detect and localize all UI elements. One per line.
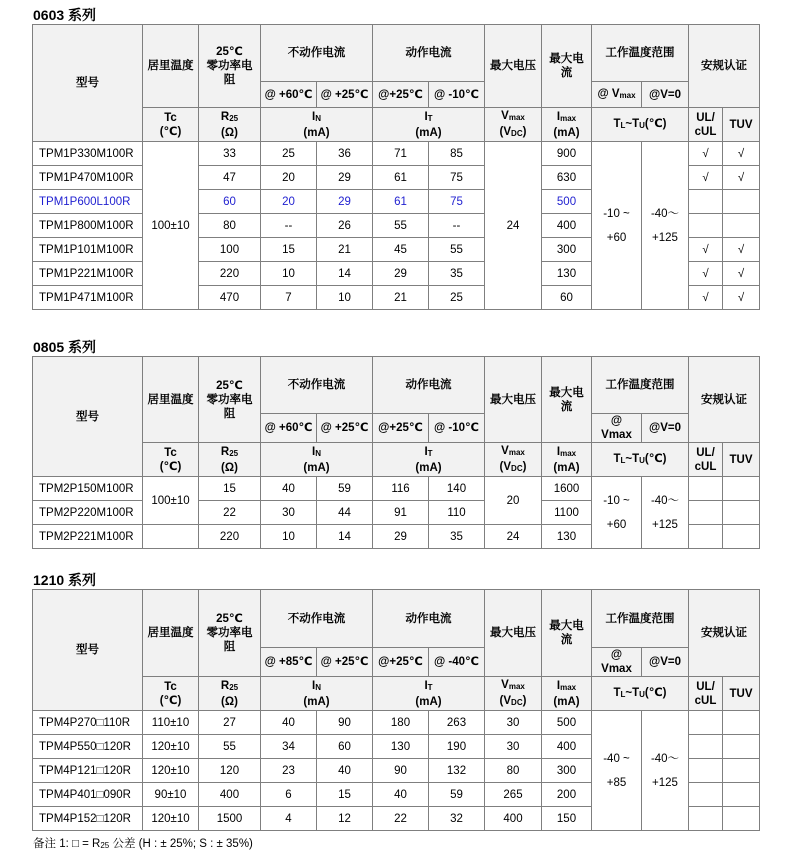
cell-model: TPM4P121□120R: [33, 759, 143, 783]
cell-it-25: 116: [373, 477, 429, 501]
cell-in-25: 36: [317, 142, 373, 166]
cell-tu-merged: -40～ +125: [642, 477, 689, 549]
cell-in-hot: 25: [261, 142, 317, 166]
sym-tl-tu: TL~TU(℃): [592, 443, 689, 477]
cell-it-25: 45: [373, 238, 429, 262]
cell-tuv: [723, 525, 760, 549]
cell-in-hot: --: [261, 214, 317, 238]
sym-tc: Tc (℃): [143, 677, 199, 711]
cond-non-trip-2: @ +25℃: [317, 82, 373, 108]
cell-in-25: 29: [317, 166, 373, 190]
header-r25: 25℃ 零功率电阻: [199, 590, 261, 677]
spec-table-1210: [32, 589, 760, 831]
cell-model: TPM1P470M100R: [33, 166, 143, 190]
cell-ul: [689, 525, 723, 549]
cell-it-25: 40: [373, 783, 429, 807]
cell-in-25: 15: [317, 783, 373, 807]
cell-in-hot: 20: [261, 190, 317, 214]
sym-tc: Tc (℃): [143, 108, 199, 142]
cell-ul: √: [689, 238, 723, 262]
cell-it-25: 29: [373, 525, 429, 549]
header-curie-temp: 居里温度: [143, 590, 199, 677]
cell-model: TPM1P330M100R: [33, 142, 143, 166]
cell-it-cold: 35: [429, 262, 485, 286]
header-model: 型号: [33, 25, 143, 142]
cell-tl-merged: -10 ~ +60: [592, 477, 642, 549]
cell-tuv: [723, 759, 760, 783]
cell-imax: 150: [542, 807, 592, 831]
header-model: 型号: [33, 590, 143, 711]
cell-tuv: [723, 807, 760, 831]
cell-it-25: 90: [373, 759, 429, 783]
cell-tuv: [723, 190, 760, 214]
cell-in-hot: 40: [261, 711, 317, 735]
cell-tuv: [723, 711, 760, 735]
cell-imax: 400: [542, 214, 592, 238]
cell-vmax: 80: [485, 759, 542, 783]
spec-table-0805: [32, 356, 760, 549]
cell-imax: 300: [542, 238, 592, 262]
cell-tc: 120±10: [143, 735, 199, 759]
cell-r25: 60: [199, 190, 261, 214]
cell-r25: 22: [199, 501, 261, 525]
cell-tu-merged: -40～ +125: [642, 711, 689, 831]
cell-in-hot: 6: [261, 783, 317, 807]
cell-in-hot: 34: [261, 735, 317, 759]
cell-ul: [689, 477, 723, 501]
cond-trip-1: @+25℃: [373, 82, 429, 108]
cell-r25: 220: [199, 525, 261, 549]
sym-ul: UL/ cUL: [689, 108, 723, 142]
cell-r25: 220: [199, 262, 261, 286]
sym-in: IN (mA): [261, 677, 373, 711]
header-certification: 安规认证: [689, 590, 760, 677]
sym-vmax: Vmax (VDC): [485, 443, 542, 477]
header-certification: 安规认证: [689, 357, 760, 443]
cell-r25: 47: [199, 166, 261, 190]
cell-in-25: 14: [317, 525, 373, 549]
cell-r25: 100: [199, 238, 261, 262]
sym-vmax: Vmax (VDC): [485, 108, 542, 142]
cell-it-cold: 132: [429, 759, 485, 783]
cell-r25: 27: [199, 711, 261, 735]
header-max-voltage: 最大电压: [485, 357, 542, 443]
cell-ul: [689, 783, 723, 807]
cell-tl-merged: -10 ~ +60: [592, 142, 642, 310]
cell-model: TPM1P800M100R: [33, 214, 143, 238]
cell-tuv: √: [723, 238, 760, 262]
cond-trip-1: @+25℃: [373, 648, 429, 677]
cell-ul: [689, 759, 723, 783]
cell-tuv: √: [723, 166, 760, 190]
header-certification: 安规认证: [689, 25, 760, 108]
cell-it-25: 130: [373, 735, 429, 759]
cell-in-25: 60: [317, 735, 373, 759]
cell-tuv: [723, 783, 760, 807]
cell-model: TPM4P152□120R: [33, 807, 143, 831]
cell-in-25: 14: [317, 262, 373, 286]
cell-it-cold: 35: [429, 525, 485, 549]
cell-ul: [689, 807, 723, 831]
table-row: [33, 711, 760, 735]
cell-r25: 55: [199, 735, 261, 759]
cell-imax: 130: [542, 525, 592, 549]
header-r25: 25℃ 零功率电阻: [199, 357, 261, 443]
sym-imax: Imax (mA): [542, 443, 592, 477]
cell-it-25: 180: [373, 711, 429, 735]
cell-imax: 1600: [542, 477, 592, 501]
cond-trip-2: @ -40℃: [429, 648, 485, 677]
cell-imax: 200: [542, 783, 592, 807]
table-row: [33, 142, 760, 166]
header-non-trip-current: 不动作电流: [261, 25, 373, 82]
header-max-current: 最大电流: [542, 25, 592, 108]
cond-non-trip-2: @ +25℃: [317, 414, 373, 443]
cell-imax: 500: [542, 711, 592, 735]
header-r25: 25℃ 零功率电阻: [199, 25, 261, 108]
cell-in-hot: 30: [261, 501, 317, 525]
cell-it-25: 91: [373, 501, 429, 525]
cell-tuv: √: [723, 142, 760, 166]
cell-imax: 130: [542, 262, 592, 286]
header-op-temp: 工作温度范围: [592, 25, 689, 82]
cell-ul: [689, 501, 723, 525]
cell-in-hot: 15: [261, 238, 317, 262]
cond-at-vmax: @ Vmax: [592, 82, 642, 108]
cond-at-v0: @V=0: [642, 414, 689, 443]
cell-r25: 120: [199, 759, 261, 783]
cell-it-cold: 263: [429, 711, 485, 735]
cell-imax: 300: [542, 759, 592, 783]
cell-it-cold: 75: [429, 166, 485, 190]
sym-it: IT (mA): [373, 108, 485, 142]
cell-it-cold: 32: [429, 807, 485, 831]
cell-r25: 1500: [199, 807, 261, 831]
header-trip-current: 动作电流: [373, 590, 485, 648]
cell-tc-merged: 100±10: [143, 477, 199, 525]
cond-at-vmax: @ Vmax: [592, 648, 642, 677]
cell-it-25: 55: [373, 214, 429, 238]
cell-imax: 630: [542, 166, 592, 190]
cell-r25: 470: [199, 286, 261, 310]
cell-r25: 15: [199, 477, 261, 501]
header-non-trip-current: 不动作电流: [261, 357, 373, 414]
cell-model: TPM2P220M100R: [33, 501, 143, 525]
cell-ul: √: [689, 166, 723, 190]
cell-in-hot: 40: [261, 477, 317, 501]
cell-model: TPM1P471M100R: [33, 286, 143, 310]
cell-it-cold: 85: [429, 142, 485, 166]
header-non-trip-current: 不动作电流: [261, 590, 373, 648]
cell-tc: [143, 525, 199, 549]
cell-ul: √: [689, 286, 723, 310]
cell-in-25: 90: [317, 711, 373, 735]
section-title-1210: 1210 系列: [33, 572, 97, 588]
cell-in-hot: 7: [261, 286, 317, 310]
sym-ul: UL/ cUL: [689, 443, 723, 477]
cell-model: TPM1P101M100R: [33, 238, 143, 262]
cell-tc: 90±10: [143, 783, 199, 807]
cell-vmax: 265: [485, 783, 542, 807]
cell-vmax: 30: [485, 711, 542, 735]
cell-in-25: 59: [317, 477, 373, 501]
cond-non-trip-1: @ +60℃: [261, 82, 317, 108]
cell-tuv: √: [723, 286, 760, 310]
cell-tc: 110±10: [143, 711, 199, 735]
sym-tl-tu: TL~TU(℃): [592, 677, 689, 711]
cell-vmax: 30: [485, 735, 542, 759]
cell-vmax-merged: 24: [485, 142, 542, 310]
cell-model: TPM2P221M100R: [33, 525, 143, 549]
cell-it-cold: 190: [429, 735, 485, 759]
cell-tc: 120±10: [143, 759, 199, 783]
cell-in-hot: 23: [261, 759, 317, 783]
cell-in-25: 26: [317, 214, 373, 238]
cell-vmax-merged: 20: [485, 477, 542, 525]
cell-it-cold: 25: [429, 286, 485, 310]
spec-table-0603: [32, 24, 760, 310]
cell-tuv: √: [723, 262, 760, 286]
cell-in-hot: 10: [261, 525, 317, 549]
header-max-voltage: 最大电压: [485, 590, 542, 677]
cell-ul: [689, 711, 723, 735]
cell-in-hot: 20: [261, 166, 317, 190]
cond-at-v0: @V=0: [642, 648, 689, 677]
cell-in-25: 21: [317, 238, 373, 262]
header-trip-current: 动作电流: [373, 357, 485, 414]
cell-ul: √: [689, 262, 723, 286]
sym-imax: Imax (mA): [542, 677, 592, 711]
cond-non-trip-2: @ +25℃: [317, 648, 373, 677]
cell-tc: 120±10: [143, 807, 199, 831]
sym-tuv: TUV: [723, 677, 760, 711]
cell-in-hot: 4: [261, 807, 317, 831]
sym-it: IT (mA): [373, 443, 485, 477]
cell-r25: 80: [199, 214, 261, 238]
cell-model: TPM1P221M100R: [33, 262, 143, 286]
cell-r25: 33: [199, 142, 261, 166]
cell-it-25: 61: [373, 190, 429, 214]
cond-at-v0: @V=0: [642, 82, 689, 108]
sym-in: IN (mA): [261, 108, 373, 142]
table-row: [33, 477, 760, 501]
cell-it-cold: 55: [429, 238, 485, 262]
cell-it-cold: --: [429, 214, 485, 238]
cell-imax: 400: [542, 735, 592, 759]
cell-imax: 1100: [542, 501, 592, 525]
cell-ul: √: [689, 142, 723, 166]
cell-tuv: [723, 501, 760, 525]
cell-it-25: 29: [373, 262, 429, 286]
cell-it-cold: 75: [429, 190, 485, 214]
header-max-current: 最大电流: [542, 590, 592, 677]
cond-non-trip-1: @ +60℃: [261, 414, 317, 443]
cell-it-cold: 140: [429, 477, 485, 501]
cell-in-25: 12: [317, 807, 373, 831]
cell-tu-merged: -40～ +125: [642, 142, 689, 310]
cell-ul: [689, 190, 723, 214]
cell-imax: 900: [542, 142, 592, 166]
cell-imax: 60: [542, 286, 592, 310]
cell-in-25: 29: [317, 190, 373, 214]
cell-vmax: 400: [485, 807, 542, 831]
cell-in-25: 10: [317, 286, 373, 310]
cell-vmax: 24: [485, 525, 542, 549]
sym-in: IN (mA): [261, 443, 373, 477]
cell-it-cold: 110: [429, 501, 485, 525]
cond-trip-2: @ -10℃: [429, 82, 485, 108]
cond-at-vmax: @ Vmax: [592, 414, 642, 443]
sym-r25: R25 (Ω): [199, 443, 261, 477]
cell-tc-merged: 100±10: [143, 142, 199, 310]
sym-vmax: Vmax (VDC): [485, 677, 542, 711]
sym-tc: Tc (℃): [143, 443, 199, 477]
cell-in-25: 40: [317, 759, 373, 783]
sym-imax: Imax (mA): [542, 108, 592, 142]
header-model: 型号: [33, 357, 143, 477]
header-curie-temp: 居里温度: [143, 357, 199, 443]
cell-model: TPM4P270□110R: [33, 711, 143, 735]
cell-r25: 400: [199, 783, 261, 807]
cell-model: TPM2P150M100R: [33, 477, 143, 501]
cond-trip-2: @ -10℃: [429, 414, 485, 443]
header-max-voltage: 最大电压: [485, 25, 542, 108]
header-curie-temp: 居里温度: [143, 25, 199, 108]
sym-r25: R25 (Ω): [199, 677, 261, 711]
cell-model: TPM1P600L100R: [33, 190, 143, 214]
cell-in-25: 44: [317, 501, 373, 525]
sym-r25: R25 (Ω): [199, 108, 261, 142]
cell-tl-merged: -40 ~ +85: [592, 711, 642, 831]
header-op-temp: 工作温度范围: [592, 357, 689, 414]
cell-it-25: 22: [373, 807, 429, 831]
cell-imax: 500: [542, 190, 592, 214]
footnote: 备注 1: □ = R25 公差 (H : ± 25%; S : ± 35%): [33, 838, 253, 850]
header-op-temp: 工作温度范围: [592, 590, 689, 648]
header-max-current: 最大电流: [542, 357, 592, 443]
cond-trip-1: @+25℃: [373, 414, 429, 443]
section-title-0805: 0805 系列: [33, 339, 97, 355]
cell-it-25: 21: [373, 286, 429, 310]
sym-ul: UL/ cUL: [689, 677, 723, 711]
cell-in-hot: 10: [261, 262, 317, 286]
cell-ul: [689, 735, 723, 759]
cell-tuv: [723, 735, 760, 759]
cell-tuv: [723, 477, 760, 501]
cell-ul: [689, 214, 723, 238]
sym-tl-tu: TL~TU(℃): [592, 108, 689, 142]
cell-model: TPM4P401□090R: [33, 783, 143, 807]
section-title-0603: 0603 系列: [33, 7, 97, 23]
sym-tuv: TUV: [723, 443, 760, 477]
cell-model: TPM4P550□120R: [33, 735, 143, 759]
sym-it: IT (mA): [373, 677, 485, 711]
cell-it-cold: 59: [429, 783, 485, 807]
cell-tuv: [723, 214, 760, 238]
sym-tuv: TUV: [723, 108, 760, 142]
header-trip-current: 动作电流: [373, 25, 485, 82]
cell-it-25: 61: [373, 166, 429, 190]
cell-it-25: 71: [373, 142, 429, 166]
cond-non-trip-1: @ +85℃: [261, 648, 317, 677]
